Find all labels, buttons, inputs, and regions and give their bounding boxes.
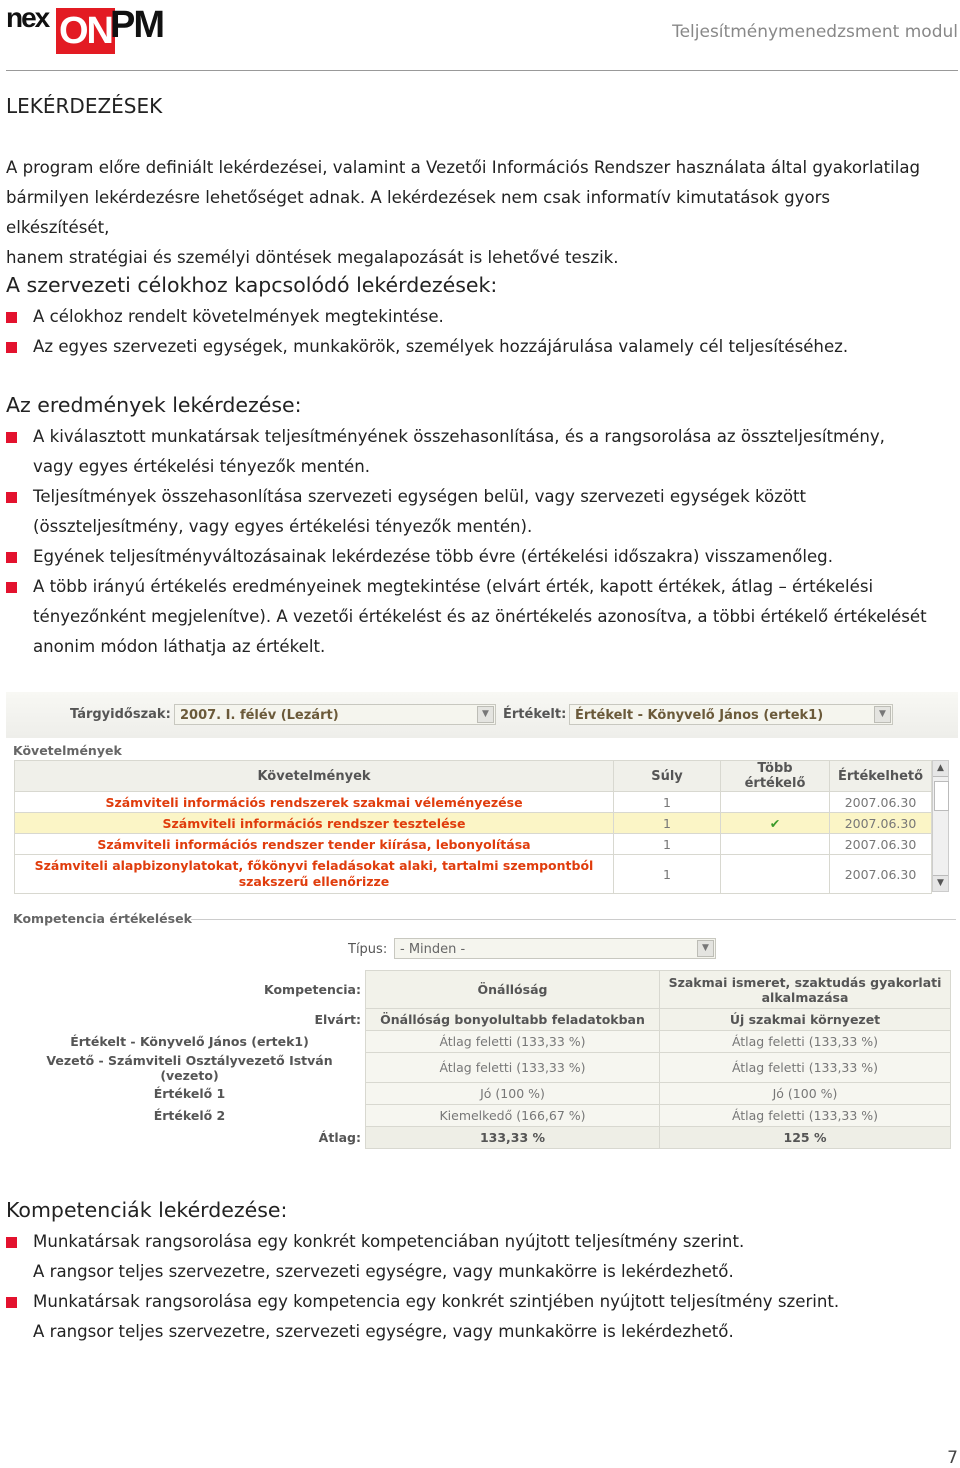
requirements-scrollbar[interactable]: [932, 760, 949, 892]
checkmark-icon: ✔: [721, 813, 830, 834]
list-item: A több irányú értékelés eredményeinek megtekintése (elvárt érték, kapott értékek, átlag – értékelési tényezőnként megjelenítve). A vezetői értékelést és az önértékelés azonosítva, a többi értékelő értékelését anonim módon láthatja az értékelt.: [6, 572, 946, 662]
expected-value: Önállóság bonyolultabb feladatokban: [366, 1009, 660, 1031]
evaluated-select[interactable]: Értékelt - Könyvelő János (ertek1) ▼: [569, 704, 893, 725]
competencies-list: [6, 1227, 946, 1347]
intro-line: A program előre definiált lekérdezései, valamint a Vezetői Információs Rendszer használata által gyakorlatilag: [6, 158, 921, 177]
chevron-down-icon[interactable]: ▼: [697, 940, 714, 957]
col-header-weight[interactable]: Súly: [614, 761, 721, 792]
type-select[interactable]: - Minden - ▼: [394, 938, 716, 959]
nexon-pm-logo: [6, 2, 166, 58]
competency-table: [14, 970, 951, 1149]
table-row: Értékelő 2 Kiemelkedő (166,67 %) Átlag feletti (133,33 %): [14, 1105, 951, 1127]
competency-header: Önállóság: [366, 971, 660, 1009]
col-header-multi-rater[interactable]: Több értékelő: [721, 761, 830, 792]
header-divider: [6, 70, 958, 71]
expected-value: Új szakmai környezet: [660, 1009, 951, 1031]
period-select[interactable]: 2007. I. félév (Lezárt) ▼: [174, 704, 496, 725]
expected-label: Elvárt:: [314, 1012, 361, 1027]
page-title: LEKÉRDEZÉSEK: [6, 94, 163, 118]
logo-on: ON: [56, 8, 115, 54]
section-divider: [191, 919, 956, 920]
competency-section-title: Kompetencia értékelések: [13, 911, 192, 926]
table-row[interactable]: Számviteli információs rendszer tesztelése 1 ✔ 2007.06.30: [15, 813, 932, 834]
chevron-down-icon[interactable]: ▼: [874, 706, 891, 723]
average-value: 133,33 %: [366, 1127, 660, 1149]
col-header-evaluable[interactable]: Értékelhető: [830, 761, 932, 792]
col-header-requirements[interactable]: Követelmények: [15, 761, 614, 792]
requirements-table: [14, 760, 932, 894]
list-item: Egyének teljesítményváltozásainak lekérdezése több évre (értékelési időszakra) visszamenőleg.: [6, 542, 946, 572]
bullet-icon: [6, 312, 17, 323]
chevron-down-icon[interactable]: ▼: [477, 706, 494, 723]
scroll-down-icon[interactable]: ▼: [933, 875, 948, 891]
period-label: Tárgyidőszak:: [70, 707, 171, 722]
intro-paragraph: [6, 153, 926, 273]
logo-pm: PM: [110, 4, 163, 46]
section-heading-competencies: Kompetenciák lekérdezése:: [6, 1198, 288, 1222]
list-item: Munkatársak rangsorolása egy konkrét kompetenciában nyújtott teljesítmény szerint. A rangsor teljes szervezetre, szervezeti egységre, vagy munkakörre is lekérdezhető.: [6, 1227, 946, 1287]
section-heading-goals: A szervezeti célokhoz kapcsolódó lekérdezések:: [6, 273, 498, 297]
average-value: 125 %: [660, 1127, 951, 1149]
intro-line: hanem stratégiai és személyi döntések megalapozását is lehetővé teszik.: [6, 248, 619, 267]
list-item: Teljesítmények összehasonlítása szervezeti egységen belül, vagy szervezeti egységek között (összteljesítmény, vagy egyes értékelési tényezők mentén).: [6, 482, 946, 542]
requirements-section-title: Követelmények: [13, 743, 122, 758]
average-label: Átlag:: [318, 1130, 361, 1145]
app-screenshot: [6, 692, 958, 1152]
competency-label: Kompetencia:: [264, 982, 361, 997]
table-row: Vezető - Számviteli Osztályvezető István (vezeto) Átlag feletti (133,33 %) Átlag feletti (133,33 %): [14, 1053, 951, 1083]
table-row[interactable]: Számviteli alapbizonylatokat, főkönyvi feladásokat alaki, tartalmi szempontból szakszerű ellenőrizze 1 2007.06.30: [15, 855, 932, 894]
scroll-up-icon[interactable]: ▲: [933, 761, 948, 777]
table-row: Értékelt - Könyvelő János (ertek1) Átlag feletti (133,33 %) Átlag feletti (133,33 %): [14, 1031, 951, 1053]
type-label: Típus:: [348, 942, 388, 957]
scroll-thumb[interactable]: [934, 781, 949, 811]
table-row[interactable]: Számviteli információs rendszer tender kiírása, lebonyolítása 1 2007.06.30: [15, 834, 932, 855]
bullet-icon: [6, 1237, 17, 1248]
evaluated-label: Értékelt:: [503, 707, 567, 722]
list-item: A célokhoz rendelt követelmények megtekintése.: [6, 302, 946, 332]
competency-header: Szakmai ismeret, szaktudás gyakorlati alkalmazása: [660, 971, 951, 1009]
page-number: 7: [947, 1448, 958, 1468]
bullet-icon: [6, 582, 17, 593]
bullet-icon: [6, 552, 17, 563]
goals-list: [6, 302, 946, 362]
bullet-icon: [6, 432, 17, 443]
table-row: Értékelő 1 Jó (100 %) Jó (100 %): [14, 1083, 951, 1105]
section-heading-results: Az eredmények lekérdezése:: [6, 393, 302, 417]
bullet-icon: [6, 1297, 17, 1308]
logo-nex: nex: [6, 2, 49, 33]
results-list: [6, 422, 946, 662]
table-row[interactable]: Számviteli információs rendszerek szakmai véleményezése 1 2007.06.30: [15, 792, 932, 813]
list-item: A kiválasztott munkatársak teljesítményének összehasonlítása, és a rangsorolása az összteljesítmény, vagy egyes értékelési tényezők mentén.: [6, 422, 946, 482]
list-item: Munkatársak rangsorolása egy kompetencia egy konkrét szintjében nyújtott teljesítmény szerint. A rangsor teljes szervezetre, szervezeti egységre, vagy munkakörre is lekérdezhető.: [6, 1287, 946, 1347]
bullet-icon: [6, 342, 17, 353]
module-title: Teljesítménymenedzsment modul: [672, 22, 958, 42]
bullet-icon: [6, 492, 17, 503]
list-item: Az egyes szervezeti egységek, munkakörök, személyek hozzájárulása valamely cél teljesítéséhez.: [6, 332, 946, 362]
intro-line: bármilyen lekérdezésre lehetőséget adnak. A lekérdezések nem csak informatív kimutatások gyors elkészítését,: [6, 188, 831, 237]
